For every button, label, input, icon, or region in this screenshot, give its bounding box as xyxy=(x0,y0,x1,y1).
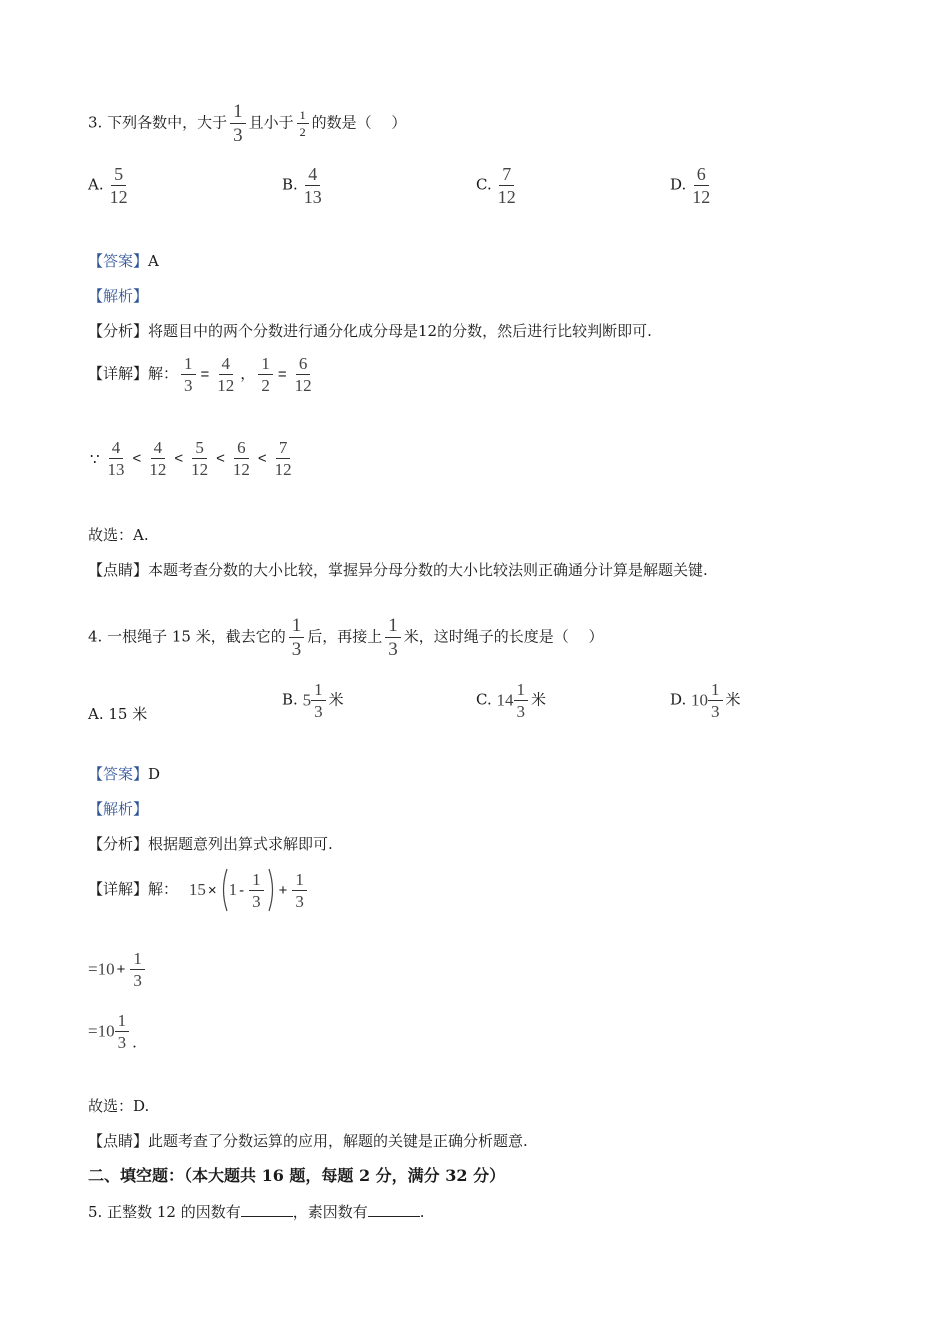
q3-comment: 【点睛】本题考查分数的大小比较，掌握异分母分数的大小比较法则正确通分计算是解题关键. xyxy=(88,561,708,579)
q4-option-c[interactable]: C. 14 $\frac{1}{3}$ 米 xyxy=(476,680,547,721)
q4-option-d[interactable]: D. 10 $\frac{1}{3}$ 米 xyxy=(670,680,741,721)
left-paren-icon xyxy=(219,868,229,912)
q4-step1: =10 + $\frac{1}{3}$ xyxy=(88,950,148,989)
right-paren-icon xyxy=(267,868,277,912)
q3-compare-chain: ∵ $\frac{4}{13}$ < $\frac{4}{12}$ < $\frac{5}{12}$ < $\frac{6}{12}$ < $\frac{7}{12}$ xyxy=(90,438,292,479)
q3-option-a[interactable]: A. $\frac{5}{12}$ xyxy=(88,164,128,207)
q4-analysis-tag: 【解析】 xyxy=(88,800,149,818)
q4-stem: 4. 一根绳子 15 米，截去它的 $\frac{1}{3}$ 后，再接上 $\frac{1}{3}$ 米，这时绳子的长度是（ ） xyxy=(88,615,604,660)
q4-fenxi: 【分析】根据题意列出算式求解即可. xyxy=(88,835,333,853)
q3-choose: 故选：A. xyxy=(88,526,149,544)
q5-blank-prime-factors[interactable] xyxy=(368,1202,420,1217)
q4-answer: 【答案】D xyxy=(88,765,161,783)
q4-comment: 【点睛】此题考查了分数运算的应用，解题的关键是正确分析题意. xyxy=(88,1132,528,1150)
q3-upper-fraction: $\frac{1}{2}$ xyxy=(297,109,309,138)
q3-option-d[interactable]: D. $\frac{6}{12}$ xyxy=(670,164,711,207)
q4-step2: =10 $\frac{1}{3}$ . xyxy=(88,1011,137,1052)
q3-answer: 【答案】A xyxy=(88,252,159,270)
q4-detail: 【详解】解： 15 × 1 - $\frac{1}{3}$ + $\frac{1}{3}$ xyxy=(88,868,310,912)
q3-option-c[interactable]: C. $\frac{7}{12}$ xyxy=(476,164,516,207)
q3-fenxi: 【分析】将题目中的两个分数进行通分化成分母是12的分数，然后进行比较判断即可. xyxy=(88,322,652,340)
q4-option-b[interactable]: B. 5 $\frac{1}{3}$ 米 xyxy=(282,680,344,721)
q3-option-b[interactable]: B. $\frac{4}{13}$ xyxy=(282,164,322,207)
q3-detail: 【详解】解： $\frac{1}{3}$ = $\frac{4}{12}$ ， $\frac{1}{2}$ = $\frac{6}{12}$ xyxy=(88,354,312,395)
q4-option-a[interactable]: A. 15 米 xyxy=(88,705,148,723)
q5-stem: 5. 正整数 12 的因数有 ，素因数有 . xyxy=(88,1203,425,1221)
q3-lower-fraction: $\frac{1}{3}$ xyxy=(230,102,246,145)
q3-analysis-tag: 【解析】 xyxy=(88,287,149,305)
section-title: 二、填空题：（本大题共 16 题，每题 2 分，满分 32 分） xyxy=(88,1166,506,1185)
q3-stem: 3. 下列各数中，大于 $\frac{1}{3}$ 且小于 $\frac{1}{2}$ 的数是（ ） xyxy=(88,101,407,146)
q4-choose: 故选：D. xyxy=(88,1097,150,1115)
q5-blank-factors[interactable] xyxy=(241,1202,293,1217)
